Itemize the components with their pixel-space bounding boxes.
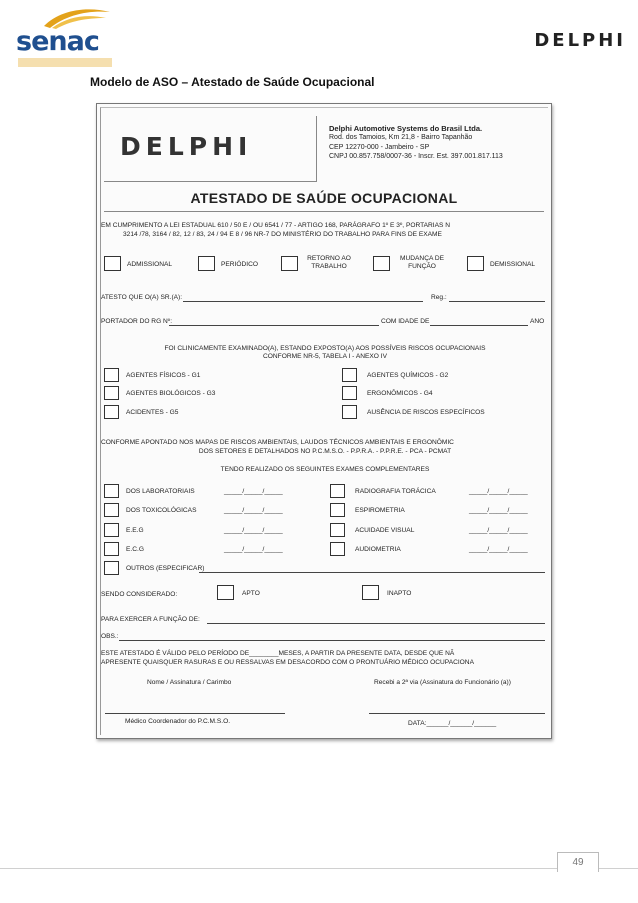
- delphi-header-logo: DELPHI: [534, 30, 626, 51]
- retorno-label-line-2: TRABALHO: [311, 263, 347, 270]
- laboratoriais-date[interactable]: _____/_____/_____: [224, 488, 283, 495]
- form-title: ATESTADO DE SAÚDE OCUPACIONAL: [104, 184, 544, 212]
- inapto-checkbox[interactable]: [362, 585, 379, 600]
- mudanca-label-line-1: MUDANÇA DE: [400, 255, 444, 262]
- eeg-checkbox[interactable]: [104, 523, 119, 537]
- acidentes-label: ACIDENTES - G5: [126, 409, 179, 416]
- retorno-checkbox[interactable]: [281, 256, 298, 271]
- espirometria-checkbox[interactable]: [330, 503, 345, 517]
- toxicologicas-date[interactable]: _____/_____/_____: [224, 507, 283, 514]
- mudanca-funcao-label: [393, 255, 451, 271]
- aso-form-scan: [96, 103, 552, 739]
- coordinator-label: Médico Coordenador do P.C.M.S.O.: [125, 718, 231, 725]
- apto-label: APTO: [242, 590, 260, 597]
- laboratoriais-label: DOS LABORATORIAIS: [126, 488, 195, 495]
- senac-logo-text: senac: [16, 26, 99, 57]
- form-delphi-logo: DELPHI: [120, 132, 253, 161]
- examined-line-1: FOI CLINICAMENTE EXAMINADO(A), ESTANDO EXPOSTO(A) AOS POSSÍVEIS RISCOS OCUPACIONAIS: [164, 345, 486, 352]
- outros-checkbox[interactable]: [104, 561, 119, 575]
- coordinator-signature-line[interactable]: [105, 713, 285, 714]
- name-field[interactable]: [183, 301, 423, 302]
- audiometria-label: AUDIOMETRIA: [355, 546, 401, 553]
- eeg-date[interactable]: _____/_____/_____: [224, 527, 283, 534]
- audiometria-checkbox[interactable]: [330, 542, 345, 556]
- ausencia-riscos-label: AUSÊNCIA DE RISCOS ESPECÍFICOS: [367, 409, 485, 416]
- retorno-label-line-1: RETORNO AO: [307, 255, 351, 262]
- eeg-label: E.E.G: [126, 527, 144, 534]
- admissional-checkbox[interactable]: [104, 256, 121, 271]
- conforme-line-1: CONFORME APONTADO NOS MAPAS DE RISCOS AMBIENTAIS, LAUDOS TÉCNICOS AMBIENTAIS E ERGONÔMIC: [101, 439, 454, 446]
- espirometria-label: ESPIROMETRIA: [355, 507, 405, 514]
- company-name: Delphi Automotive Systems do Brasil Ltda.: [329, 124, 483, 133]
- radiografia-checkbox[interactable]: [330, 484, 345, 498]
- complementares-title: TENDO REALIZADO OS SEGUINTES EXAMES COMPLEMENTARES: [220, 466, 430, 473]
- obs-field[interactable]: [119, 640, 545, 641]
- acuidade-checkbox[interactable]: [330, 523, 345, 537]
- ergonomicos-checkbox[interactable]: [342, 386, 357, 400]
- company-address: Rod. dos Tamoios, Km 21,8 - Bairro Tapanhão: [329, 134, 473, 142]
- inapto-label: INAPTO: [387, 590, 412, 597]
- outros-label: OUTROS (ESPECIFICAR): [126, 565, 205, 572]
- employee-signature-line[interactable]: [369, 713, 545, 714]
- examined-line-2: CONFORME NR-5, TABELA I - ANEXO IV: [263, 353, 387, 360]
- laboratoriais-checkbox[interactable]: [104, 484, 119, 498]
- ecg-label: E.C.G: [126, 546, 144, 553]
- acidentes-checkbox[interactable]: [104, 405, 119, 419]
- idade-label: COM IDADE DE: [381, 318, 430, 325]
- agentes-biologicos-label: AGENTES BIOLÓGICOS - G3: [126, 390, 216, 397]
- company-info: [329, 124, 503, 162]
- agentes-biologicos-checkbox[interactable]: [104, 386, 119, 400]
- demissional-label: DEMISSIONAL: [490, 261, 536, 268]
- page-number: 49: [557, 852, 599, 872]
- conforme-line-2: DOS SETORES E DETALHADOS NO P.C.M.S.O. - P.P.R.A. - P.P.R.E. - PCA - PCMAT: [198, 448, 452, 455]
- toxicologicas-label: DOS TOXICOLÓGICAS: [126, 507, 197, 514]
- receipt-label: Recebi a 2ª via (Assinatura do Funcionário (a)): [374, 679, 511, 686]
- idade-field[interactable]: [430, 325, 528, 326]
- portador-label: PORTADOR DO RG Nº:: [101, 318, 173, 325]
- periodico-checkbox[interactable]: [198, 256, 215, 271]
- radiografia-label: RADIOGRAFIA TORÁCICA: [355, 488, 436, 495]
- audiometria-date[interactable]: _____/_____/_____: [469, 546, 528, 553]
- toxicologicas-checkbox[interactable]: [104, 503, 119, 517]
- ecg-date[interactable]: _____/_____/_____: [224, 546, 283, 553]
- acuidade-label: ACUIDADE VISUAL: [355, 527, 415, 534]
- espirometria-date[interactable]: _____/_____/_____: [469, 507, 528, 514]
- ecg-checkbox[interactable]: [104, 542, 119, 556]
- idade-unit: ANO: [530, 318, 545, 325]
- retorno-label: [301, 255, 357, 271]
- agentes-quimicos-checkbox[interactable]: [342, 368, 357, 382]
- apto-checkbox[interactable]: [217, 585, 234, 600]
- page-title: Modelo de ASO – Atestado de Saúde Ocupacional: [90, 75, 375, 89]
- date-label[interactable]: DATA:______/______/______: [408, 720, 497, 727]
- considerado-label: SENDO CONSIDERADO:: [101, 591, 178, 598]
- rg-field[interactable]: [169, 325, 379, 326]
- senac-logo: [14, 6, 118, 72]
- agentes-quimicos-label: AGENTES QUÍMICOS - G2: [367, 372, 449, 379]
- senac-logo-band: [18, 58, 112, 67]
- radiografia-date[interactable]: _____/_____/_____: [469, 488, 528, 495]
- intro-line-1: EM CUMPRIMENTO A LEI ESTADUAL 610 / 50 E / OU 6541 / 77 - ARTIGO 168, PARÁGRAFO 1º E 3º, PORTARIAS N: [101, 222, 451, 229]
- footer-rule: [0, 868, 638, 869]
- ergonomicos-label: ERGONÔMICOS - G4: [367, 390, 433, 397]
- outros-field[interactable]: [199, 572, 545, 573]
- agentes-fisicos-label: AGENTES FÍSICOS - G1: [126, 372, 201, 379]
- mudanca-label-line-2: FUNÇÃO: [408, 263, 436, 270]
- funcao-field[interactable]: [207, 623, 545, 624]
- form-logo-box: [104, 116, 317, 182]
- admissional-label: ADMISSIONAL: [127, 261, 173, 268]
- company-cnpj: CNPJ 00.857.758/0007-36 - Inscr. Est. 397.001.817.113: [329, 153, 503, 161]
- validity-line-2: APRESENTE QUAISQUER RASURAS E OU RESSALVAS EM DESACORDO COM O PRONTUÁRIO MÉDICO OCUPACIONA: [101, 659, 474, 666]
- intro-line-2: 3214 /78, 3164 / 82, 12 / 83, 24 / 94 E 8 / 96 NR-7 DO MINISTÉRIO DO TRABALHO PARA FINS DE EXAME: [123, 231, 442, 238]
- reg-field[interactable]: [449, 301, 545, 302]
- validity-line-1: ESTE ATESTADO É VÁLIDO PELO PERÍODO DE________MESES, A PARTIR DA PRESENTE DATA, DESDE QUE NÃ: [101, 650, 455, 657]
- periodico-label: PERIÓDICO: [221, 261, 259, 268]
- mudanca-funcao-checkbox[interactable]: [373, 256, 390, 271]
- sign-name-label: Nome / Assinatura / Carimbo: [147, 679, 232, 686]
- demissional-checkbox[interactable]: [467, 256, 484, 271]
- atesto-label: ATESTO QUE O(A) SR.(A):: [101, 294, 183, 301]
- obs-label: OBS.:: [101, 633, 119, 640]
- agentes-fisicos-checkbox[interactable]: [104, 368, 119, 382]
- acuidade-date[interactable]: _____/_____/_____: [469, 527, 528, 534]
- reg-label: Reg.:: [431, 294, 447, 301]
- company-cep: CEP 12270-000 - Jambeiro - SP: [329, 143, 430, 151]
- funcao-label: PARA EXERCER A FUNÇÃO DE:: [101, 616, 200, 623]
- ausencia-riscos-checkbox[interactable]: [342, 405, 357, 419]
